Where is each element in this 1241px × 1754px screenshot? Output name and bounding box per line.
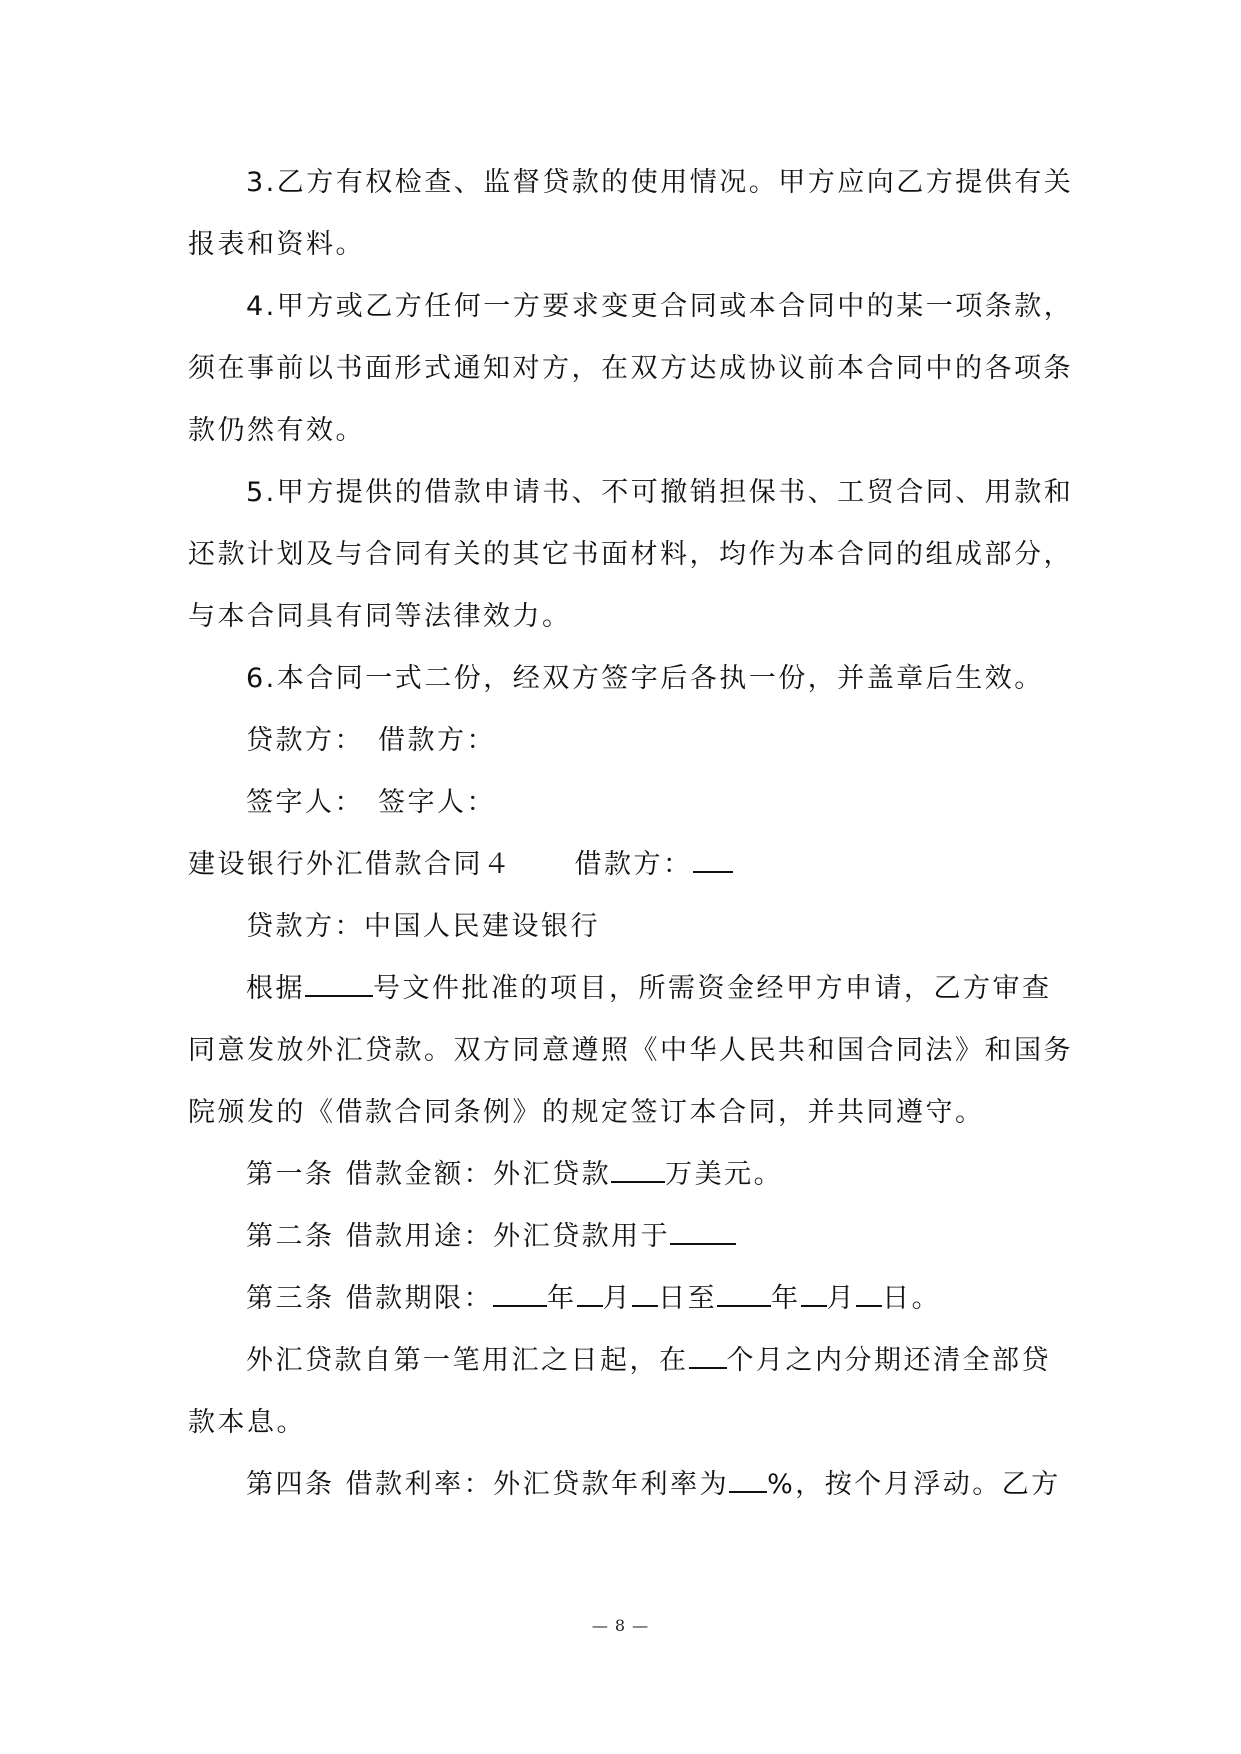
end-month-blank <box>801 1281 827 1307</box>
paragraph-5-line-3: 与本合同具有同等法律效力。 <box>188 601 572 632</box>
preamble-prefix: 根据 <box>246 973 305 1004</box>
borrower-blank <box>693 847 733 873</box>
contract-borrower-label: 借款方： <box>574 849 693 880</box>
start-year-blank <box>493 1281 547 1307</box>
start-day-char: 日至 <box>658 1283 718 1314</box>
article-1-suffix: 万美元。 <box>665 1159 784 1190</box>
loan-amount-blank <box>611 1157 665 1183</box>
preamble-suffix: 号文件批准的项目，所需资金经甲方申请，乙方审查 <box>373 973 1052 1004</box>
repayment-suffix: 个月之内分期还清全部贷 <box>726 1345 1051 1376</box>
end-day-char: 日。 <box>882 1283 942 1314</box>
paragraph-4-line-3: 款仍然有效。 <box>188 415 365 446</box>
end-year-char: 年 <box>771 1283 801 1314</box>
paragraph-4-line-2: 须在事前以书面形式通知对方，在双方达成协议前本合同中的各项条 <box>188 353 1073 384</box>
paragraph-6-line-1: 6.本合同一式二份，经双方签字后各执一份，并盖章后生效。 <box>246 663 1044 694</box>
page-number: — 8 — <box>591 1616 650 1635</box>
interest-rate-blank <box>729 1467 767 1493</box>
article-4-line <box>188 1454 1061 1516</box>
preamble-line-2: 同意发放外汇贷款。双方同意遵照《中华人民共和国合同法》和国务 <box>188 1035 1073 1066</box>
signature-row-signers <box>188 772 1058 834</box>
signer-label-1: 签字人： <box>246 787 364 818</box>
contract-4-title-line <box>188 834 1058 896</box>
preamble-line-1 <box>188 958 1058 1020</box>
contract-lender-line: 贷款方：中国人民建设银行 <box>246 911 600 942</box>
signer-label-2: 签字人： <box>378 787 496 818</box>
paragraph-3-line-1: 3.乙方有权检查、监督贷款的使用情况。甲方应向乙方提供有关 <box>246 167 1074 198</box>
article-3-line <box>188 1268 1058 1330</box>
loan-purpose-blank <box>670 1219 736 1245</box>
start-month-blank <box>577 1281 603 1307</box>
article-2-line <box>188 1206 1058 1268</box>
article-2-prefix: 第二条 借款用途：外汇贷款用于 <box>246 1221 671 1252</box>
start-day-blank <box>632 1281 658 1307</box>
end-year-blank <box>717 1281 771 1307</box>
preamble-line-3: 院颁发的《借款合同条例》的规定签订本合同，并共同遵守。 <box>188 1097 985 1128</box>
body-text <box>188 152 1074 1516</box>
start-month-char: 月 <box>602 1283 633 1314</box>
article-3-prefix: 第三条 借款期限： <box>246 1283 494 1314</box>
end-day-blank <box>856 1281 882 1307</box>
signature-row-parties <box>188 710 1058 772</box>
borrower-label: 借款方： <box>378 725 496 756</box>
article-4-prefix: 第四条 借款利率：外汇贷款年利率为 <box>246 1469 730 1500</box>
start-year-char: 年 <box>547 1283 577 1314</box>
contract-title: 建设银行外汇借款合同４ <box>188 849 513 880</box>
lender-label: 贷款方： <box>246 725 364 756</box>
paragraph-5-line-1: 5.甲方提供的借款申请书、不可撤销担保书、工贸合同、用款和 <box>246 477 1074 508</box>
repayment-line-2: 款本息。 <box>188 1407 306 1438</box>
paragraph-3-line-2: 报表和资料。 <box>188 229 365 260</box>
repayment-line-1 <box>188 1330 1058 1392</box>
paragraph-4-line-1: 4.甲方或乙方任何一方要求变更合同或本合同中的某一项条款， <box>246 291 1074 322</box>
repayment-months-blank <box>689 1343 727 1369</box>
article-4-suffix: %，按个月浮动。乙方 <box>767 1469 1061 1500</box>
paragraph-5-line-2: 还款计划及与合同有关的其它书面材料，均作为本合同的组成部分， <box>188 539 1073 570</box>
end-month-char: 月 <box>826 1283 857 1314</box>
repayment-prefix: 外汇贷款自第一笔用汇之日起，在 <box>246 1345 689 1376</box>
article-1-line <box>188 1144 1058 1206</box>
article-1-prefix: 第一条 借款金额：外汇贷款 <box>246 1159 612 1190</box>
document-number-blank <box>305 971 373 997</box>
